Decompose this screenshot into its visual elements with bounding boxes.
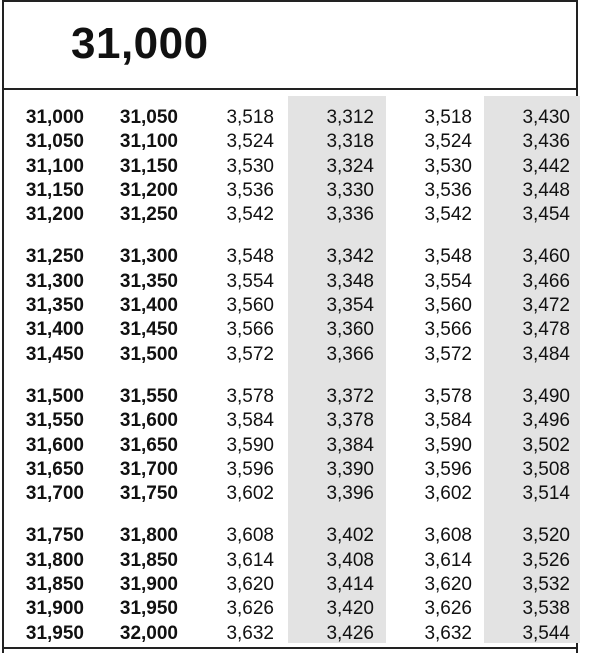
- tax-value-cell: 3,518: [424, 107, 472, 128]
- tax-value-cell: 3,436: [522, 131, 570, 153]
- tax-value-cell: 3,520: [522, 525, 570, 547]
- tax-value-cell: 3,566: [424, 319, 472, 341]
- tax-value-cell: 3,620: [226, 574, 274, 596]
- table-row: [4, 573, 576, 597]
- table-row: [4, 270, 576, 294]
- income-at-least-cell: 31,000: [25, 107, 84, 128]
- table-row: [4, 179, 576, 203]
- tax-value-cell: 3,348: [326, 270, 374, 292]
- income-at-least-cell: 31,350: [25, 295, 84, 317]
- row-group: [4, 524, 576, 645]
- tax-value-cell: 3,466: [522, 270, 570, 292]
- income-less-than-cell: 31,100: [119, 131, 178, 153]
- tax-value-cell: 3,414: [326, 574, 374, 596]
- tax-value-cell: 3,590: [424, 434, 472, 456]
- tax-value-cell: 3,342: [326, 246, 374, 268]
- tax-table-body: [4, 106, 576, 664]
- income-less-than-cell: 31,650: [119, 434, 178, 456]
- tax-value-cell: 3,596: [424, 458, 472, 480]
- table-row: [4, 106, 576, 130]
- tax-value-cell: 3,514: [522, 483, 570, 505]
- income-at-least-cell: 31,400: [25, 319, 84, 341]
- table-row: [4, 549, 576, 573]
- tax-value-cell: 3,602: [424, 483, 472, 505]
- income-at-least-cell: 31,950: [25, 622, 84, 644]
- table-row: [4, 409, 576, 433]
- table-row: [4, 130, 576, 154]
- tax-value-cell: 3,390: [326, 458, 374, 480]
- tax-value-cell: 3,430: [522, 107, 570, 128]
- tax-value-cell: 3,496: [522, 410, 570, 432]
- tax-value-cell: 3,626: [226, 598, 274, 620]
- tax-value-cell: 3,518: [226, 107, 274, 128]
- tax-value-cell: 3,614: [424, 549, 472, 571]
- tax-value-cell: 3,408: [326, 549, 374, 571]
- bottom-divider: [4, 647, 576, 649]
- tax-value-cell: 3,542: [226, 204, 274, 226]
- tax-value-cell: 3,608: [424, 525, 472, 547]
- tax-value-cell: 3,530: [226, 155, 274, 177]
- tax-value-cell: 3,426: [326, 622, 374, 644]
- tax-value-cell: 3,502: [522, 434, 570, 456]
- income-at-least-cell: 31,050: [25, 131, 84, 153]
- tax-value-cell: 3,536: [226, 179, 274, 201]
- tax-value-cell: 3,490: [522, 385, 570, 407]
- tax-value-cell: 3,584: [424, 410, 472, 432]
- income-less-than-cell: 31,450: [119, 319, 178, 341]
- tax-value-cell: 3,366: [326, 343, 374, 365]
- tax-value-cell: 3,312: [326, 107, 374, 128]
- tax-value-cell: 3,626: [424, 598, 472, 620]
- table-row: [4, 524, 576, 548]
- income-at-least-cell: 31,500: [25, 385, 84, 407]
- income-at-least-cell: 31,100: [25, 155, 84, 177]
- tax-value-cell: 3,572: [424, 343, 472, 365]
- table-row: [4, 294, 576, 318]
- table-row: [4, 155, 576, 179]
- tax-value-cell: 3,378: [326, 410, 374, 432]
- income-less-than-cell: 31,400: [119, 295, 178, 317]
- row-group: [4, 245, 576, 366]
- income-less-than-cell: 31,600: [119, 410, 178, 432]
- tax-value-cell: 3,442: [522, 155, 570, 177]
- tax-value-cell: 3,384: [326, 434, 374, 456]
- tax-value-cell: 3,590: [226, 434, 274, 456]
- tax-value-cell: 3,336: [326, 204, 374, 226]
- tax-value-cell: 3,548: [226, 246, 274, 268]
- tax-value-cell: 3,330: [326, 179, 374, 201]
- tax-value-cell: 3,524: [424, 131, 472, 153]
- tax-value-cell: 3,524: [226, 131, 274, 153]
- tax-value-cell: 3,460: [522, 246, 570, 268]
- tax-value-cell: 3,614: [226, 549, 274, 571]
- income-less-than-cell: 31,900: [119, 574, 178, 596]
- tax-value-cell: 3,538: [522, 598, 570, 620]
- tax-value-cell: 3,608: [226, 525, 274, 547]
- income-bracket-title: 31,000: [71, 19, 209, 68]
- table-row: [4, 245, 576, 269]
- table-row: [4, 597, 576, 621]
- tax-value-cell: 3,536: [424, 179, 472, 201]
- tax-value-cell: 3,532: [522, 574, 570, 596]
- table-row: [4, 385, 576, 409]
- tax-value-cell: 3,544: [522, 622, 570, 644]
- row-group: [4, 385, 576, 506]
- tax-value-cell: 3,620: [424, 574, 472, 596]
- income-less-than-cell: 31,350: [119, 270, 178, 292]
- income-less-than-cell: 31,950: [119, 598, 178, 620]
- tax-value-cell: 3,596: [226, 458, 274, 480]
- tax-value-cell: 3,508: [522, 458, 570, 480]
- income-at-least-cell: 31,450: [25, 343, 84, 365]
- tax-value-cell: 3,548: [424, 246, 472, 268]
- income-at-least-cell: 31,850: [25, 574, 84, 596]
- tax-value-cell: 3,584: [226, 410, 274, 432]
- tax-value-cell: 3,530: [424, 155, 472, 177]
- tax-value-cell: 3,360: [326, 319, 374, 341]
- row-group: [4, 106, 576, 227]
- tax-value-cell: 3,354: [326, 295, 374, 317]
- income-at-least-cell: 31,600: [25, 434, 84, 456]
- tax-value-cell: 3,402: [326, 525, 374, 547]
- table-row: [4, 318, 576, 342]
- income-at-least-cell: 31,800: [25, 549, 84, 571]
- income-at-least-cell: 31,700: [25, 483, 84, 505]
- income-less-than-cell: 31,550: [119, 385, 178, 407]
- table-row: [4, 482, 576, 506]
- tax-value-cell: 3,578: [226, 385, 274, 407]
- table-header: [4, 0, 576, 90]
- tax-value-cell: 3,554: [424, 270, 472, 292]
- income-less-than-cell: 31,850: [119, 549, 178, 571]
- income-at-least-cell: 31,150: [25, 179, 84, 201]
- income-at-least-cell: 31,250: [25, 246, 84, 268]
- tax-value-cell: 3,420: [326, 598, 374, 620]
- tax-table-frame: [2, 0, 578, 653]
- tax-value-cell: 3,324: [326, 155, 374, 177]
- income-less-than-cell: 31,150: [119, 155, 178, 177]
- tax-value-cell: 3,560: [226, 295, 274, 317]
- tax-value-cell: 3,560: [424, 295, 472, 317]
- income-less-than-cell: 31,700: [119, 458, 178, 480]
- tax-value-cell: 3,526: [522, 549, 570, 571]
- tax-value-cell: 3,578: [424, 385, 472, 407]
- tax-value-cell: 3,454: [522, 204, 570, 226]
- table-row: [4, 434, 576, 458]
- income-less-than-cell: 32,000: [119, 622, 178, 644]
- tax-value-cell: 3,554: [226, 270, 274, 292]
- income-at-least-cell: 31,550: [25, 410, 84, 432]
- table-row: [4, 622, 576, 646]
- tax-value-cell: 3,478: [522, 319, 570, 341]
- income-less-than-cell: 31,050: [119, 107, 178, 128]
- tax-value-cell: 3,372: [326, 385, 374, 407]
- income-less-than-cell: 31,750: [119, 483, 178, 505]
- income-at-least-cell: 31,650: [25, 458, 84, 480]
- tax-value-cell: 3,472: [522, 295, 570, 317]
- income-at-least-cell: 31,900: [25, 598, 84, 620]
- tax-value-cell: 3,566: [226, 319, 274, 341]
- income-less-than-cell: 31,200: [119, 179, 178, 201]
- table-row: [4, 343, 576, 367]
- income-at-least-cell: 31,300: [25, 270, 84, 292]
- tax-value-cell: 3,572: [226, 343, 274, 365]
- income-at-least-cell: 31,200: [25, 204, 84, 226]
- tax-value-cell: 3,396: [326, 483, 374, 505]
- income-less-than-cell: 31,500: [119, 343, 178, 365]
- income-less-than-cell: 31,250: [119, 204, 178, 226]
- tax-value-cell: 3,542: [424, 204, 472, 226]
- tax-value-cell: 3,448: [522, 179, 570, 201]
- tax-value-cell: 3,318: [326, 131, 374, 153]
- tax-value-cell: 3,632: [226, 622, 274, 644]
- income-at-least-cell: 31,750: [25, 525, 84, 547]
- tax-value-cell: 3,484: [522, 343, 570, 365]
- income-less-than-cell: 31,300: [119, 246, 178, 268]
- table-row: [4, 203, 576, 227]
- table-row: [4, 458, 576, 482]
- tax-value-cell: 3,632: [424, 622, 472, 644]
- income-less-than-cell: 31,800: [119, 525, 178, 547]
- tax-value-cell: 3,602: [226, 483, 274, 505]
